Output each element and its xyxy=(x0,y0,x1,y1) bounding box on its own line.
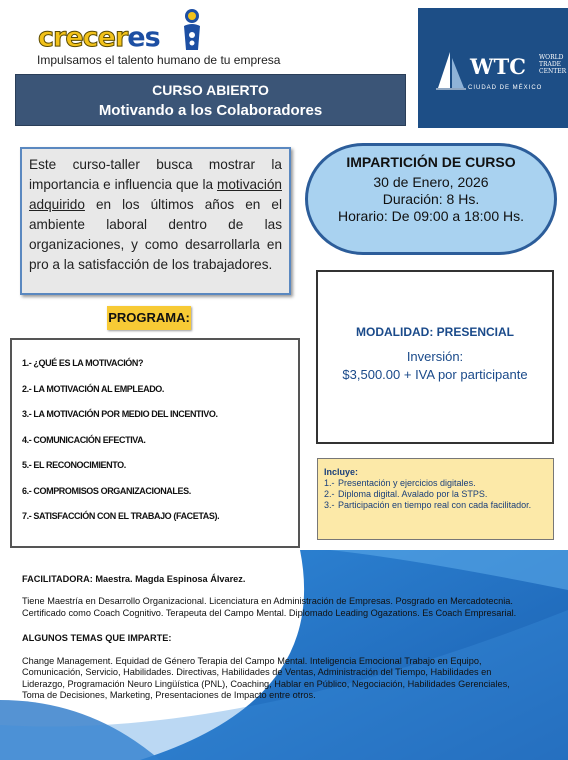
incluye-item: 1.- Presentación y ejercicios digitales. xyxy=(324,478,476,488)
facilitadora-text xyxy=(22,550,532,701)
course-title-banner xyxy=(15,74,406,126)
course-date: 30 de Enero, 2026 xyxy=(373,174,489,190)
imparticion-heading: IMPARTICIÓN DE CURSO xyxy=(346,154,516,170)
facilitadora-section xyxy=(0,550,568,760)
course-type: CURSO ABIERTO xyxy=(152,82,269,98)
wtc-subtitle: WORLD TRADE CENTER xyxy=(539,54,567,75)
programa-item: 6.- COMPROMISOS ORGANIZACIONALES. xyxy=(22,485,191,496)
programa-item: 7.- SATISFACCIÓN CON EL TRABAJO (FACETAS). xyxy=(22,511,220,521)
logo-wordmark: creceres xyxy=(38,22,160,53)
wtc-letters: WTC xyxy=(470,54,526,79)
programa-item: 2.- LA MOTIVACIÓN AL EMPLEADO. xyxy=(22,383,165,394)
incluye-item: 2.- Diploma digital. Avalado por la STPS. xyxy=(324,489,488,499)
programa-item: 4.- COMUNICACIÓN EFECTIVA. xyxy=(22,434,146,445)
price: $3,500.00 + IVA por participante xyxy=(342,367,528,382)
programa-list xyxy=(10,338,300,548)
programa-item: 5.- EL RECONOCIMIENTO. xyxy=(22,460,126,470)
modalidad-heading: MODALIDAD: PRESENCIAL xyxy=(356,325,514,339)
facilitadora-bio: Tiene Maestría en Desarrollo Organizacional. Licenciatura en Administración de Empresas. Posgrado en Mercadotecnia. Certificado como Coach Cognitivo. Terapeuta del Campo Mental. Diplomado Leading Ogazations. Es Coach Empresarial. xyxy=(22,596,517,618)
crecer-es-logo xyxy=(38,8,238,52)
inversion-label: Inversión: xyxy=(406,349,464,364)
temas-list: Change Management. Equidad de Género Terapia del Campo Mental. Inteligencia Emocional Trabajo en Equipo, Comunicación, Servicio, Habilidades. Directivas, Habilidades de Ventas, Administración del Tiempo, Habilidades en Liderazgo, Programación Neuro Lingüística (PNL), Coaching, Hablar en Público, Negociación, Habilidades Gerenciales, Toma de Decisiones, Marketing, Presentaciones de Impacto entre otros. xyxy=(22,656,510,701)
wtc-city: CIUDAD DE MÉXICO xyxy=(468,85,543,91)
incluye-box xyxy=(317,458,554,540)
course-schedule: Horario: De 09:00 a 18:00 Hs. xyxy=(338,208,524,224)
temas-heading: ALGUNOS TEMAS QUE IMPARTE: xyxy=(22,632,172,643)
modalidad-box xyxy=(316,270,554,444)
wtc-logo xyxy=(418,8,568,128)
imparticion-ellipse xyxy=(305,143,557,255)
programa-item: 1.- ¿QUÉ ES LA MOTIVACIÓN? xyxy=(22,358,144,368)
inversion xyxy=(318,348,552,384)
programa-label: PROGRAMA: xyxy=(107,306,191,330)
person-figure-icon xyxy=(179,8,205,52)
incluye-heading: Incluye: xyxy=(324,467,359,477)
wtc-tower-icon xyxy=(436,48,466,90)
incluye-item: 3.- Participación en tiempo real con cada facilitador. xyxy=(324,500,532,510)
facilitadora-heading: FACILITADORA: Maestra. Magda Espinosa Álvarez. xyxy=(22,574,246,584)
course-name: Motivando a los Colaboradores xyxy=(98,102,323,119)
course-description: Este curso-taller busca mostrar la importancia e influencia que la motivación adquirido en los últimos años en el ambiente laboral dentro de las organizaciones, y como desarrollarla en pro a la satisfacción de los trabajadores. xyxy=(20,147,291,295)
programa-item: 3.- LA MOTIVACIÓN POR MEDIO DEL INCENTIVO. xyxy=(22,409,218,419)
course-duration: Duración: 8 Hs. xyxy=(382,191,480,207)
tagline: Impulsamos el talento humano de tu empresa xyxy=(37,53,281,67)
